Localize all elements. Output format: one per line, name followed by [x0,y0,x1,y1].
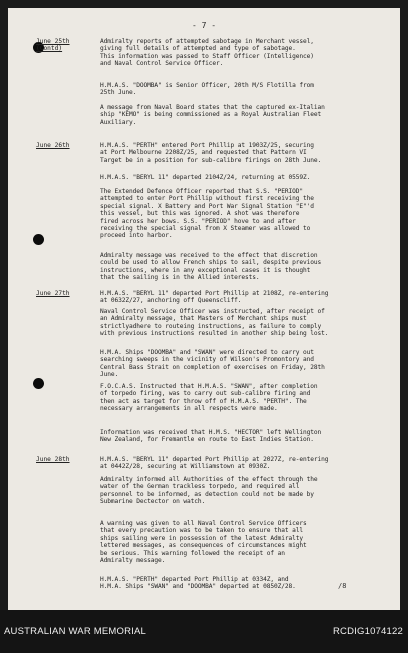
entry-date [36,142,70,149]
text-line: H.M.A. Ships "DOOMBA" and "SWAN" were directed to carry out [100,349,314,356]
text-line: fired across her bows. S.S. "PERIOD" hove to and after [100,217,296,225]
text-line: Auxiliary. [100,118,137,126]
text-line: A message from Naval Board states that the captured ex-Italian [100,104,325,111]
log-paragraph [100,188,392,240]
text-line: of torpedo firing, was to carry out sub-calibre firing and [100,390,311,398]
archive-name: AUSTRALIAN WAR MEMORIAL [4,626,147,637]
folio-number: /8 [338,582,347,590]
text-line: Central Bass Strait on completion of exercises on Friday, 28th [100,363,325,371]
text-line: Admiralty message. [100,557,166,565]
text-line: F.O.C.A.S. Instructed that H.M.A.S. "SWAN", after completion [100,383,318,390]
text-line: at 0442Z/28, securing at Williamstown at 0930Z. [100,463,271,471]
document-page [8,8,400,610]
archive-footer [0,610,408,653]
text-line: with previous instructions resulted in another ship being lost. [100,330,329,338]
text-line: ship "KEMO" is being commissioned as a Royal Australian Fleet [100,111,322,119]
entry-date-continued: (Contd) [36,45,63,53]
text-line: Target be in a position for sub-calibre firings on 28th June. [100,156,322,164]
text-line: The Extended Defence Officer reported that S.S. "PERIOD" [100,188,304,195]
text-line: A warning was given to all Naval Control Service Officers [100,520,307,527]
text-line: water of the German trackless torpedo, and required all [100,483,300,491]
text-line: necessary arrangements in all respects were made. [100,405,278,413]
text-line: instructions, where in any exceptional cases it is thought [100,266,311,274]
text-line: New Zealand, for Fremantle en route to East Indies Station. [100,436,314,444]
text-line: Admiralty informed all Authorities of the effect through the [100,476,318,483]
log-paragraph [100,456,392,471]
text-line: H.M.A.S. "BERYL 11" departed Port Phillip at 2108Z, re-entering [100,290,329,297]
log-paragraph [100,476,392,506]
text-line: H.M.A.S. "BERYL 11" departed 2104Z/24, returning at 0559Z. [100,174,311,181]
text-line: personnel to be informed, as detection could not be made by [100,490,314,498]
text-line: and Naval Control Service Officer. [100,60,224,68]
entry-date-text: June 26th [36,142,70,149]
text-line: lettered messages, as consequences of circumstances might [100,542,307,550]
text-line: H.M.A.S. "PERTH" departed Port Phillip at 0334Z, and [100,576,289,583]
text-line: H.M.A. Ships "SWAN" and "DOOMBA" departed at 0850Z/28. [100,583,296,591]
log-paragraph [100,520,392,564]
log-paragraph [100,142,392,164]
log-paragraph [100,308,392,338]
log-paragraph [100,104,392,126]
entry-date [36,38,70,53]
log-paragraph [100,174,392,181]
text-line: be serious. This warning followed the receipt of an [100,549,285,557]
text-line: special signal. X Battery and Port War Signal Station "E"'d [100,202,314,210]
log-paragraph [100,576,392,591]
text-line: H.M.A.S. "BERYL 11" departed Port Phillip at 2027Z, re-entering [100,456,329,463]
entry-date [36,456,70,463]
record-id: RCDIG1074122 [333,626,403,637]
entry-date [36,290,70,297]
entry-date-text: June 25th [36,38,70,45]
text-line: this vessel, but this was ignored. A shot was therefore [100,210,300,218]
text-line: strictlyadhere to routeing instructions, as failure to comply [100,322,322,330]
text-line: that every precaution was to be taken to ensure that all [100,527,304,535]
log-paragraph [100,38,392,68]
log-paragraph [100,290,392,305]
text-line: ships sailing were in possession of the latest Admiralty [100,534,304,542]
text-line: June. [100,371,119,379]
log-paragraph [100,252,392,282]
text-line: receiving the special signal from X Steamer was allowed to [100,225,311,233]
punch-hole [33,234,44,245]
entry-date-text: June 28th [36,456,70,463]
text-line: attempted to enter Port Phillip without first receiving the [100,195,314,203]
text-line: Naval Control Service Officer was instructed, after receipt of [100,308,325,315]
log-paragraph [100,383,392,413]
text-line: an Admiralty message, that Masters of Merchant ships must [100,315,307,323]
page-number: - 7 - [191,21,217,30]
log-paragraph [100,429,392,444]
text-line: proceed into harbor. [100,232,173,240]
text-line: Admiralty reports of attempted sabotage in Merchant vessel, [100,38,314,45]
punch-hole [33,378,44,389]
text-line: Admiralty message was received to the effect that discretion [100,252,318,259]
log-paragraph [100,349,392,379]
text-line: Information was received that H.M.S. "HECTOR" left Wellington [100,429,322,436]
text-line: then act as target for throw off of H.M.A.S. "PERTH". The [100,397,307,405]
text-line: H.M.A.S. "PERTH" entered Port Phillip at 1903Z/25, securing [100,142,314,149]
text-line: H.M.A.S. "DOOMBA" is Senior Officer, 20th M/S Flotilla from [100,82,314,89]
text-line: This information was passed to Staff Officer (Intelligence) [100,52,314,60]
text-line: that the sailing is in the Allied interests. [100,274,260,282]
log-paragraph [100,82,392,97]
text-line: at Port Melbourne 2208Z/25, and requested that Pattern VI [100,149,307,157]
text-line: giving full details of attempted and type of sabotage. [100,45,296,53]
entry-date-text: June 27th [36,290,70,297]
text-line: searching sweeps in the vicinity of Wilson's Promontory and [100,356,314,364]
text-line: 25th June. [100,89,137,97]
text-line: could be used to allow French ships to sail, despite previous [100,259,322,267]
text-line: Submarine Dectector on watch. [100,498,206,506]
text-line: at 0632Z/27, anchoring off Queenscliff. [100,297,242,305]
